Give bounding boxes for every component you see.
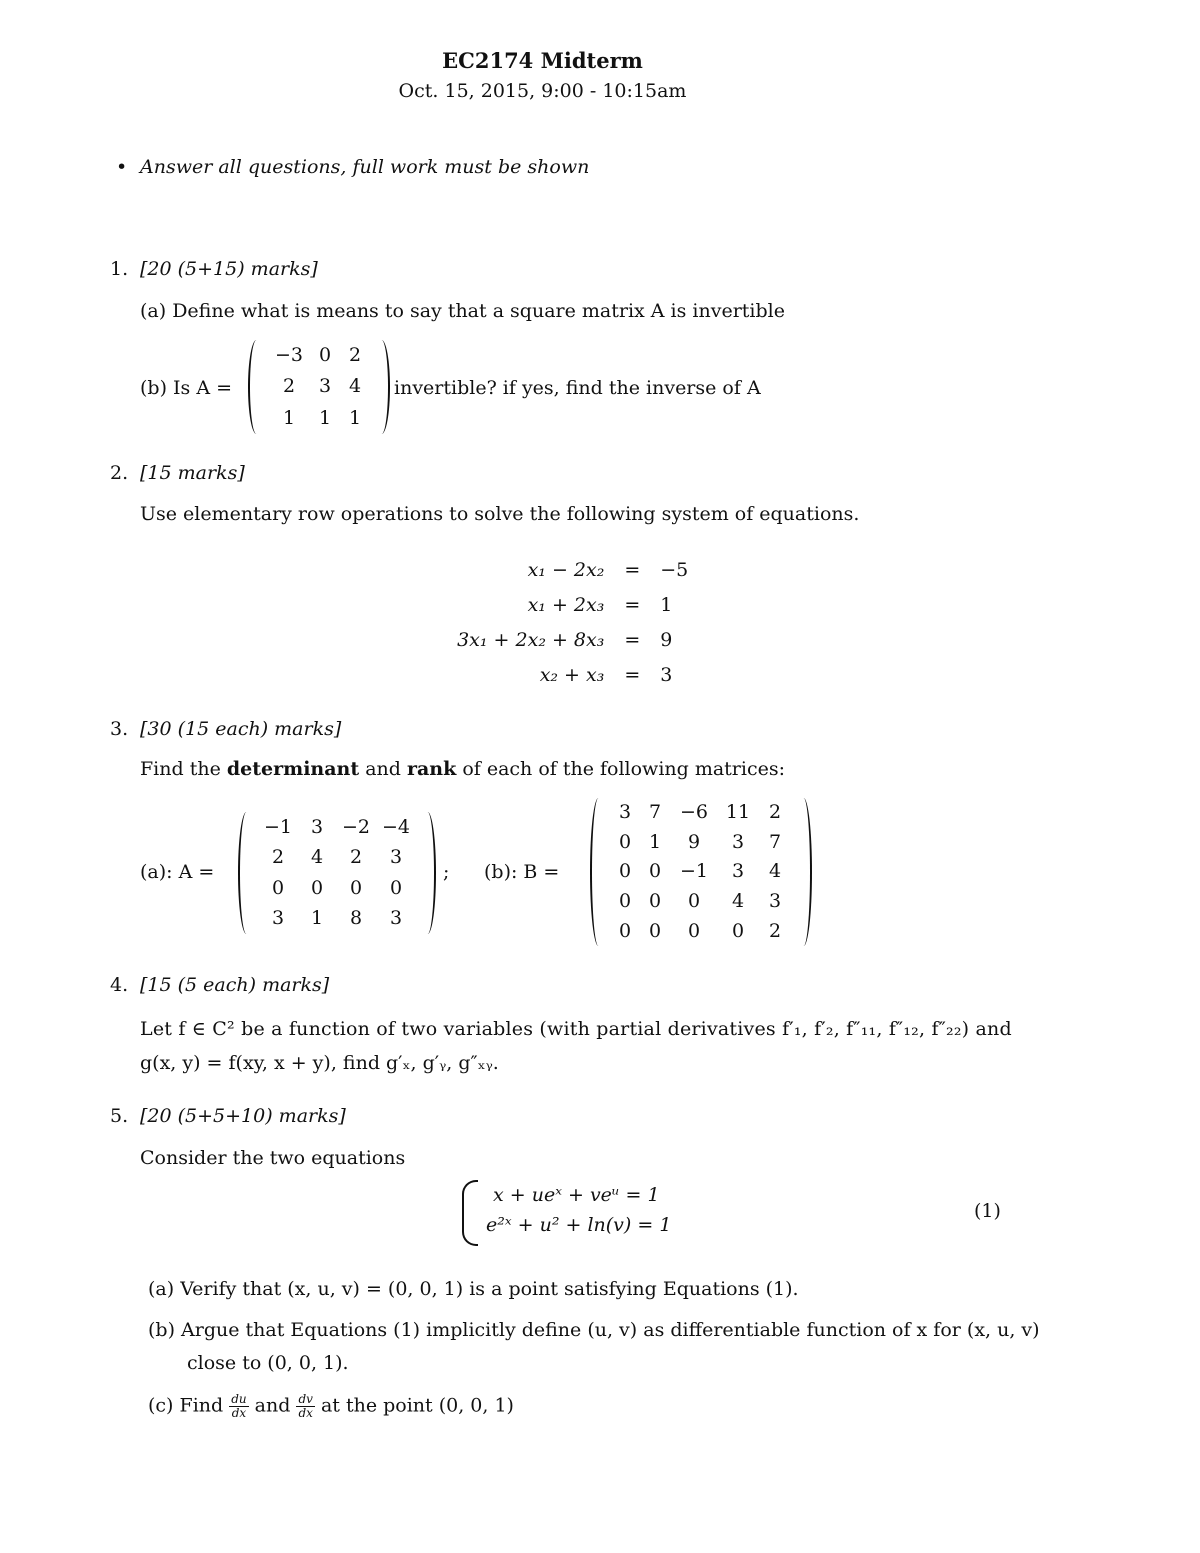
matrix-cell: 0 — [618, 860, 632, 883]
fraction-numerator: du — [231, 1392, 247, 1406]
matrix-cell: −1 — [679, 860, 708, 883]
q3-text — [140, 758, 785, 780]
matrix-cell: 3 — [731, 860, 745, 883]
matrix-left-paren — [238, 812, 252, 934]
matrix-cell: −3 — [274, 344, 303, 367]
matrix-cell: 4 — [310, 846, 324, 869]
matrix-right-paren — [376, 340, 390, 434]
matrix-cell: 3 — [731, 830, 745, 853]
q4-number: 4. — [110, 974, 129, 996]
matrix-cell: 2 — [348, 344, 362, 367]
matrix-cell: 4 — [731, 890, 745, 913]
q3-text-mid: and — [359, 758, 407, 780]
matrix-cell: 11 — [725, 801, 751, 824]
matrix-cell: 0 — [687, 919, 701, 942]
q1-marks: [20 (5+15) marks] — [140, 258, 318, 280]
matrix-cell: 0 — [618, 830, 632, 853]
q5-fraction-dv-dx — [296, 1393, 314, 1420]
matrix-cell: 0 — [648, 890, 662, 913]
matrix-cell: 0 — [648, 919, 662, 942]
matrix-cell: 4 — [768, 860, 782, 883]
matrix-cell: 0 — [648, 860, 662, 883]
q2-equation-system — [400, 552, 720, 692]
matrix-cell: 3 — [310, 815, 324, 838]
equation-lhs: x₁ + 2x₃ — [527, 593, 605, 616]
instruction-text: Answer all questions, full work must be shown — [140, 156, 590, 178]
q1-matrix-a — [248, 340, 390, 434]
q5-equation-tag: (1) — [974, 1200, 1001, 1222]
equation-rhs: −5 — [660, 558, 689, 581]
q1-part-b-suffix: invertible? if yes, find the inverse of A — [394, 377, 761, 399]
matrix-cell: 0 — [731, 919, 745, 942]
q5-part-b-line-1: (b) Argue that Equations (1) implicitly define (u, v) as differentiable function of x for (x, u, v) — [148, 1319, 1040, 1341]
matrix-cell: 0 — [618, 919, 632, 942]
q1-number: 1. — [110, 258, 129, 280]
equation-row — [400, 657, 720, 692]
matrix-cell: 2 — [271, 846, 285, 869]
matrix-cell: 3 — [768, 890, 782, 913]
fraction-denominator: dx — [231, 1406, 247, 1421]
q3-matrix-b-grid — [604, 798, 798, 946]
fraction-numerator: dv — [298, 1392, 313, 1406]
q3-text-determinant: determinant — [226, 758, 360, 780]
q3-separator: ; — [443, 861, 450, 883]
left-brace — [462, 1180, 478, 1246]
matrix-cell: −1 — [263, 815, 292, 838]
matrix-cell: 0 — [687, 890, 701, 913]
matrix-cell: 3 — [389, 846, 403, 869]
matrix-cell: 0 — [318, 344, 332, 367]
q4-marks: [15 (5 each) marks] — [140, 974, 330, 996]
matrix-cell: −2 — [341, 815, 370, 838]
q5-part-c — [148, 1393, 514, 1420]
q1-part-b-prefix: (b) Is A = — [140, 377, 233, 399]
matrix-cell: 3 — [389, 907, 403, 930]
equation-row — [400, 552, 720, 587]
matrix-cell: 0 — [271, 876, 285, 899]
q2-text: Use elementary row operations to solve the following system of equations. — [140, 503, 860, 525]
matrix-cell: 9 — [687, 830, 701, 853]
q5-brace — [462, 1180, 478, 1242]
matrix-cell: 1 — [348, 406, 362, 429]
matrix-cell: 0 — [618, 890, 632, 913]
matrix-cell: 0 — [389, 876, 403, 899]
matrix-cell: 3 — [271, 907, 285, 930]
q5-equation-1: x + ueˣ + veᵘ = 1 — [493, 1184, 660, 1206]
matrix-right-paren — [798, 798, 812, 946]
q3-marks: [30 (15 each) marks] — [140, 718, 342, 740]
q4-line-2: g(x, y) = f(xy, x + y), find g′ₓ, g′ᵧ, g″ₓᵧ. — [140, 1052, 499, 1074]
q3-text-post: of each of the following matrices: — [456, 758, 786, 780]
q2-marks: [15 marks] — [140, 462, 245, 484]
q4-line-1: Let f ∈ C² be a function of two variables (with partial derivatives f′₁, f′₂, f″₁₁, f″₁₂, f″₂₂) and — [140, 1018, 1012, 1040]
q5-part-c-pre: (c) Find — [148, 1394, 230, 1417]
q1-part-a: (a) Define what is means to say that a square matrix A is invertible — [140, 300, 785, 322]
q3-label-a: (a): A = — [140, 861, 215, 883]
equation-rhs: 1 — [660, 593, 673, 616]
exam-date: Oct. 15, 2015, 9:00 - 10:15am — [398, 80, 687, 102]
q5-equation-2: e²ˣ + u² + ln(v) = 1 — [486, 1214, 672, 1236]
q5-part-b-line-2: close to (0, 0, 1). — [187, 1352, 349, 1374]
matrix-cell: 0 — [310, 876, 324, 899]
matrix-left-paren — [590, 798, 604, 946]
q5-part-a: (a) Verify that (x, u, v) = (0, 0, 1) is a point satisfying Equations (1). — [148, 1278, 799, 1300]
matrix-cell: 2 — [768, 919, 782, 942]
equation-row — [400, 587, 720, 622]
equation-equals: = — [624, 558, 641, 581]
instruction-bullet: • — [116, 156, 128, 178]
page-title: EC2174 Midterm — [442, 48, 643, 73]
matrix-cell: 1 — [310, 907, 324, 930]
q3-label-b: (b): B = — [484, 861, 560, 883]
matrix-cell: 2 — [349, 846, 363, 869]
equation-lhs: 3x₁ + 2x₂ + 8x₃ — [457, 628, 605, 651]
matrix-cell: 2 — [282, 375, 296, 398]
matrix-cell: 0 — [349, 876, 363, 899]
matrix-cell: 3 — [318, 375, 332, 398]
equation-rhs: 3 — [660, 663, 673, 686]
q3-matrix-a-grid — [252, 812, 422, 934]
matrix-cell: 1 — [282, 406, 296, 429]
matrix-cell: −6 — [679, 801, 708, 824]
q3-text-rank: rank — [406, 758, 457, 780]
equation-row — [400, 622, 720, 657]
q3-text-pre: Find the — [140, 758, 227, 780]
q3-matrix-b — [590, 798, 812, 946]
matrix-cell: 4 — [348, 375, 362, 398]
q3-number: 3. — [110, 718, 129, 740]
equation-lhs: x₁ − 2x₂ — [527, 558, 605, 581]
q5-part-c-mid: and — [248, 1394, 297, 1417]
matrix-cell: 7 — [768, 830, 782, 853]
q5-part-c-post: at the point (0, 0, 1) — [314, 1394, 514, 1417]
q5-marks: [20 (5+5+10) marks] — [140, 1105, 346, 1127]
q3-matrix-a — [238, 812, 436, 934]
matrix-cell: 1 — [318, 406, 332, 429]
matrix-left-paren — [248, 340, 262, 434]
matrix-cell: 7 — [648, 801, 662, 824]
q1-matrix-grid — [262, 340, 376, 434]
matrix-cell: −4 — [381, 815, 410, 838]
equation-lhs: x₂ + x₃ — [539, 663, 605, 686]
equation-equals: = — [624, 628, 641, 651]
equation-equals: = — [624, 663, 641, 686]
equation-rhs: 9 — [660, 628, 673, 651]
q5-text: Consider the two equations — [140, 1147, 406, 1169]
matrix-cell: 1 — [648, 830, 662, 853]
matrix-cell: 3 — [618, 801, 632, 824]
q5-number: 5. — [110, 1105, 129, 1127]
matrix-cell: 8 — [349, 907, 363, 930]
equation-equals: = — [624, 593, 641, 616]
fraction-denominator: dx — [298, 1406, 313, 1421]
matrix-right-paren — [422, 812, 436, 934]
q5-fraction-du-dx — [229, 1393, 248, 1420]
matrix-cell: 2 — [768, 801, 782, 824]
q2-number: 2. — [110, 462, 129, 484]
